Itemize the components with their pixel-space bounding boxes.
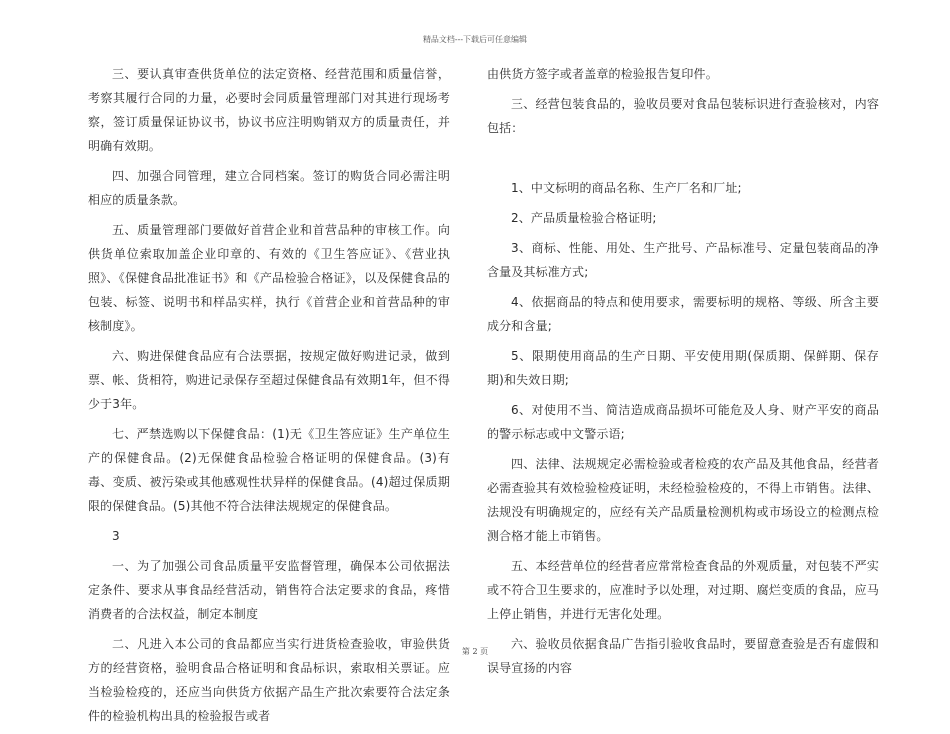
page-number: 第 2 页 [461,647,489,656]
paragraph: 四、加强合同管理，建立合同档案。签订的购货合同必需注明相应的质量条款。 [88,169,450,207]
list-item: 4、依据商品的特点和使用要求，需要标明的规格、等级、所含主要成分和含量; [487,295,879,333]
paragraph: 七、严禁选购以下保健食品：(1)无《卫生答应证》生产单位生产的保健食品。(2)无保健食品检验合格证明的保健食品。(3)有毒、变质、被污染或其他感观性状异样的保健食品。(4)超过保质期限的保健食品。(5)其他不符合法律法规规定的保健食品。 [88,427,450,513]
left-column [88,62,450,734]
list-item: 1、中文标明的商品名称、生产厂名和厂址; [511,181,742,195]
list-item: 5、限期使用商品的生产日期、平安使用期(保质期、保鲜期、保存期)和失效日期; [487,349,879,387]
section-number: 3 [112,529,120,543]
paragraph: 由供货方签字或者盖章的检验报告复印件。 [487,67,718,81]
blank-line [487,146,879,170]
paragraph: 五、质量管理部门要做好首营企业和首营品种的审核工作。向供货单位索取加盖企业印章的、有效的《卫生答应证》、《营业执照》、《保健食品批准证书》和《产品检验合格证》，以及保健食品的包装、标签、说明书和样品实样，执行《首营企业和首营品种的审核制度》。 [88,223,450,333]
list-item: 3、商标、性能、用处、生产批号、产品标准号、定量包装商品的净含量及其标准方式; [487,241,879,279]
paragraph: 六、购进保健食品应有合法票据，按规定做好购进记录，做到票、帐、货相符，购进记录保存至超过保健食品有效期1年，但不得少于3年。 [88,349,450,411]
paragraph: 二、凡进入本公司的食品都应当实行进货检查验收，审验供货方的经营资格，验明食品合格证明和食品标识，索取相关票证。应当检验检疫的，还应当向供货方依据产品生产批次索要符合法定条件的检验机构出具的检验报告或者 [88,637,450,723]
paragraph: 五、本经营单位的经营者应常常检查食品的外观质量，对包装不严实或不符合卫生要求的，应准时予以处理，对过期、腐烂变质的食品，应马上停止销售，并进行无害化处理。 [487,559,879,621]
right-column [487,62,879,686]
paragraph: 六、验收员依据食品广告指引验收食品时，要留意查验是否有虚假和误导宣扬的内容 [487,637,879,675]
list-item: 2、产品质量检验合格证明; [511,211,657,225]
page-header: 精品文档---下载后可任意编辑 [422,35,528,44]
paragraph: 三、经营包装食品的，验收员要对食品包装标识进行查验核对，内容包括： [487,97,879,135]
paragraph: 四、法律、法规规定必需检验或者检疫的农产品及其他食品，经营者必需查验其有效检验检疫证明，未经检验检疫的，不得上市销售。法律、法规没有明确规定的，应经有关产品质量检测机构或市场设立的检测点检测合格才能上市销售。 [487,457,879,543]
list-item: 6、对使用不当、简洁造成商品损坏可能危及人身、财产平安的商品的警示标志或中文警示语; [487,403,879,441]
paragraph: 一、为了加强公司食品质量平安监督管理，确保本公司依据法定条件、要求从事食品经营活动，销售符合法定要求的食品，疼惜消费者的合法权益，制定本制度 [88,559,450,621]
paragraph: 三、要认真审查供货单位的法定资格、经营范围和质量信誉，考察其履行合同的力量，必要时会同质量管理部门对其进行现场考察，签订质量保证协议书，协议书应注明购销双方的质量责任，并明确有效期。 [88,67,450,153]
